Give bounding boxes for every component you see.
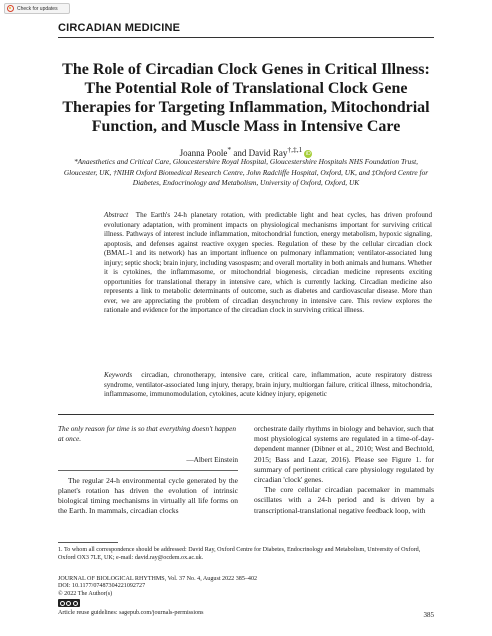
creative-commons-icon — [58, 599, 80, 607]
body-right-column — [254, 424, 434, 516]
body-left-column: The regular 24-h environmental cycle generated by the planet's rotation has driven the evolution of intrinsic biological timing mechanisms in virtually all life forms on the Earth. In mammals, circadian clocks — [58, 476, 238, 515]
check-for-updates-badge[interactable] — [4, 3, 70, 14]
abstract-text: The Earth's 24-h planetary rotation, with predictable light and heat cycles, has driven profound evolutionary adaptation, with prominent impacts on physiological mechanisms important for surviving critical illness. Pathways of interest include inflammation, mitochondrial function, energy metabolism, hypoxic signaling, apoptosis, and defenses against reactive oxygen species. Regulation of these by the cellular circadian clock (BMAL-1 and its network) has an important influence on pulmonary inflammation; ventilator-associated lung injury; septic shock; brain injury, including vasospasm; and overall mortality in both animals and humans. Whether it is cytokines, the inflammasome, or mitochondrial biogenesis, circadian medicine represents exciting opportunities for translational therapy in intensive care, which is currently lacking. Circadian medicine also represents a link to metabolic determinants of outcome, such as diabetes and cardiovascular disease. More than ever, we are appreciating the problem of circadian desynchrony in intensive care. This review explores the rationale and evidence for the importance of the circadian clock in surviving critical illness. — [104, 211, 433, 315]
journal-doi[interactable]: DOI: 10.1177/07487304221092727 — [58, 583, 146, 590]
author-second-sup: †,‡,1 — [287, 145, 303, 154]
crossmark-icon — [7, 5, 14, 12]
page-number: 385 — [423, 611, 434, 619]
keywords — [104, 371, 432, 400]
abstract-label: Abstract — [104, 211, 129, 219]
section-label: CIRCADIAN MEDICINE — [58, 22, 181, 34]
affiliations: *Anaesthetics and Critical Care, Gloucestershire Royal Hospital, Gloucestershire Hospitals NHS Foundation Trust, Gloucester, UK, †NIHR Oxford Biomedical Research Centre, John Radcliffe Hospital, Oxford, UK, and ‡Oxford Centre for Diabetes, Endocrinology and Metabolism, University of Oxford, Oxford, UK — [63, 157, 429, 187]
journal-info — [58, 576, 434, 598]
epigraph-quote: The only reason for time is so that everything doesn't happen at once. — [58, 424, 237, 443]
cc-dot — [66, 601, 71, 606]
abstract-rule — [58, 414, 434, 415]
body-paragraph: orchestrate daily rhythms in biology and behavior, such that most physiological systems are regulated in a time-of-day-dependent manner (Dibner et al., 2010; West and Bechtold, 2015; Bass and Lazar, 2016). Please see Figure 1. for summary of pertinent critical care physiology regulated by circadian 'clock' genes. — [254, 424, 434, 485]
keywords-text: circadian, chronotherapy, intensive care, critical care, inflammation, acute respiratory distress syndrome, ventilator-associated lung injury, therapy, brain injury, multiorgan failure, critical illness, mitochondria, inflammasome, immunomodulation, cytokines, acute kidney injury, epigenetic — [104, 371, 433, 399]
orcid-icon[interactable]: iD — [306, 150, 311, 157]
header-rule — [58, 37, 434, 38]
abstract — [104, 211, 432, 316]
author-second: David Ray — [248, 148, 288, 158]
author-first-sup: * — [227, 145, 232, 154]
epigraph-rule — [58, 470, 238, 471]
body-paragraph: The core cellular circadian pacemaker in mammals oscillates with a 24-h period and is driven by a transcriptional-translational negative feedback loop, with — [254, 485, 434, 515]
badge-text: Check for updates — [17, 5, 58, 12]
author-and: and — [233, 148, 249, 158]
cc-dot — [60, 601, 65, 606]
keywords-label: Keywords — [104, 371, 133, 379]
author-first: Joanna Poole — [179, 148, 228, 158]
journal-copyright: © 2022 The Author(s) — [58, 590, 113, 597]
footnote-rule — [58, 542, 118, 543]
journal-citation: JOURNAL OF BIOLOGICAL RHYTHMS, Vol. 37 No. 4, August 2022 385–402 — [58, 576, 258, 582]
epigraph-attribution: —Albert Einstein — [186, 455, 238, 464]
reuse-guidelines-link[interactable]: Article reuse guidelines: sagepub.com/journals-permissions — [58, 610, 204, 616]
correspondence-footnote: 1. To whom all correspondence should be addressed: David Ray, Oxford Centre for Diabetes, Endocrinology and Metabolism, University of Oxford, Oxford OX3 7LE, UK; e-mail: david.ray@ocdem.ox.ac.uk. — [58, 547, 421, 562]
article-title: The Role of Circadian Clock Genes in Critical Illness: The Potential Role of Translational Clock Gene Therapies for Targeting Inflammation, Mitochondrial Function, and Muscle Mass in Intensive Care — [62, 61, 430, 135]
cc-dot — [73, 601, 78, 606]
